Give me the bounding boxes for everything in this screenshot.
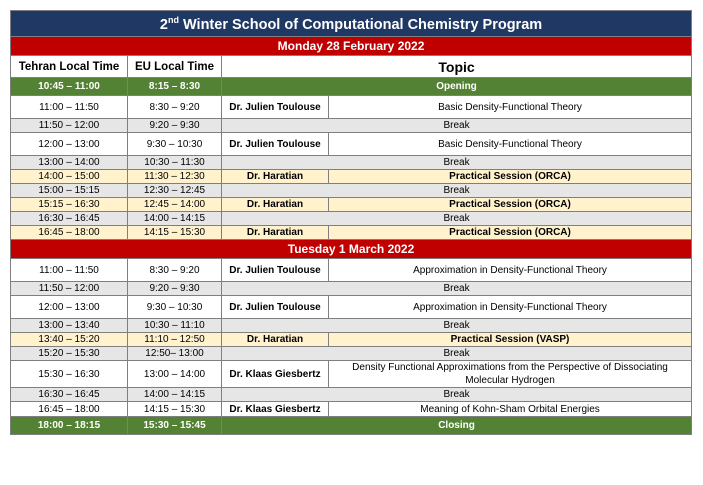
practical-row — [11, 333, 692, 347]
tehran-time: 18:00 – 18:15 — [11, 417, 128, 435]
column-header-tehran: Tehran Local Time — [11, 56, 128, 78]
speaker-name: Dr. Haratian — [222, 226, 329, 240]
eu-time: 9:20 – 9:30 — [128, 282, 222, 296]
break-row — [11, 156, 692, 170]
session-title: Practical Session (ORCA) — [329, 170, 692, 184]
ceremony-row — [11, 78, 692, 96]
session-title: Break — [222, 388, 692, 402]
speaker-name: Dr. Haratian — [222, 333, 329, 347]
speaker-name: Dr. Julien Toulouse — [222, 96, 329, 119]
eu-time: 9:30 – 10:30 — [128, 296, 222, 319]
session-title: Closing — [222, 417, 692, 435]
lecture-row — [11, 402, 692, 417]
eu-time: 14:00 – 14:15 — [128, 212, 222, 226]
eu-time: 15:30 – 15:45 — [128, 417, 222, 435]
lecture-row — [11, 259, 692, 282]
eu-time: 9:30 – 10:30 — [128, 133, 222, 156]
eu-time: 10:30 – 11:10 — [128, 319, 222, 333]
eu-time: 10:30 – 11:30 — [128, 156, 222, 170]
lecture-row — [11, 133, 692, 156]
session-title: Density Functional Approximations from the Perspective of Dissociating Molecular Hydrogen — [329, 361, 692, 388]
tehran-time: 16:45 – 18:00 — [11, 226, 128, 240]
session-title: Break — [222, 119, 692, 133]
tehran-time: 12:00 – 13:00 — [11, 296, 128, 319]
tehran-time: 12:00 – 13:00 — [11, 133, 128, 156]
speaker-name: Dr. Klaas Giesbertz — [222, 402, 329, 417]
session-title: Break — [222, 156, 692, 170]
session-title: Break — [222, 319, 692, 333]
break-row — [11, 184, 692, 198]
break-row — [11, 347, 692, 361]
title-ordinal-suffix: nd — [167, 14, 179, 25]
session-title: Practical Session (ORCA) — [329, 226, 692, 240]
title-prefix: 2 — [159, 16, 168, 33]
tehran-time: 16:30 – 16:45 — [11, 212, 128, 226]
eu-time: 9:20 – 9:30 — [128, 119, 222, 133]
speaker-name: Dr. Julien Toulouse — [222, 296, 329, 319]
day-header-row — [11, 240, 692, 259]
break-row — [11, 319, 692, 333]
lecture-row — [11, 361, 692, 388]
session-title: Break — [222, 282, 692, 296]
lecture-row — [11, 96, 692, 119]
practical-row — [11, 170, 692, 184]
session-title: Basic Density-Functional Theory — [329, 133, 692, 156]
session-title: Break — [222, 212, 692, 226]
lecture-row — [11, 296, 692, 319]
tehran-time: 15:30 – 16:30 — [11, 361, 128, 388]
session-title: Approximation in Density-Functional Theory — [329, 296, 692, 319]
program-title — [11, 11, 692, 37]
program-table — [10, 10, 692, 435]
session-title: Break — [222, 184, 692, 198]
tehran-time: 11:00 – 11:50 — [11, 96, 128, 119]
tehran-time: 15:00 – 15:15 — [11, 184, 128, 198]
session-title: Break — [222, 347, 692, 361]
eu-time: 13:00 – 14:00 — [128, 361, 222, 388]
tehran-time: 15:15 – 16:30 — [11, 198, 128, 212]
eu-time: 12:45 – 14:00 — [128, 198, 222, 212]
program-title-row — [11, 11, 692, 37]
tehran-time: 11:00 – 11:50 — [11, 259, 128, 282]
schedule-document — [10, 10, 691, 435]
eu-time: 14:00 – 14:15 — [128, 388, 222, 402]
tehran-time: 11:50 – 12:00 — [11, 119, 128, 133]
eu-time: 8:30 – 9:20 — [128, 96, 222, 119]
eu-time: 11:30 – 12:30 — [128, 170, 222, 184]
session-title: Practical Session (VASP) — [329, 333, 692, 347]
break-row — [11, 282, 692, 296]
session-title: Approximation in Density-Functional Theory — [329, 259, 692, 282]
speaker-name: Dr. Haratian — [222, 170, 329, 184]
eu-time: 14:15 – 15:30 — [128, 226, 222, 240]
tehran-time: 13:40 – 15:20 — [11, 333, 128, 347]
eu-time: 8:15 – 8:30 — [128, 78, 222, 96]
break-row — [11, 388, 692, 402]
day-label: Monday 28 February 2022 — [11, 37, 692, 56]
column-header-eu: EU Local Time — [128, 56, 222, 78]
speaker-name: Dr. Julien Toulouse — [222, 133, 329, 156]
column-header-row — [11, 56, 692, 78]
tehran-time: 16:45 – 18:00 — [11, 402, 128, 417]
title-rest: Winter School of Computational Chemistry Program — [178, 16, 543, 33]
session-title: Basic Density-Functional Theory — [329, 96, 692, 119]
day-header-row — [11, 37, 692, 56]
tehran-time: 13:00 – 14:00 — [11, 156, 128, 170]
speaker-name: Dr. Haratian — [222, 198, 329, 212]
session-title: Practical Session (ORCA) — [329, 198, 692, 212]
eu-time: 8:30 – 9:20 — [128, 259, 222, 282]
session-title: Meaning of Kohn-Sham Orbital Energies — [329, 402, 692, 417]
eu-time: 11:10 – 12:50 — [128, 333, 222, 347]
tehran-time: 11:50 – 12:00 — [11, 282, 128, 296]
practical-row — [11, 198, 692, 212]
speaker-name: Dr. Klaas Giesbertz — [222, 361, 329, 388]
break-row — [11, 212, 692, 226]
eu-time: 14:15 – 15:30 — [128, 402, 222, 417]
session-title: Opening — [222, 78, 692, 96]
ceremony-row — [11, 417, 692, 435]
day-label: Tuesday 1 March 2022 — [11, 240, 692, 259]
eu-time: 12:50– 13:00 — [128, 347, 222, 361]
break-row — [11, 119, 692, 133]
tehran-time: 16:30 – 16:45 — [11, 388, 128, 402]
speaker-name: Dr. Julien Toulouse — [222, 259, 329, 282]
tehran-time: 14:00 – 15:00 — [11, 170, 128, 184]
column-header-topic: Topic — [222, 56, 692, 78]
practical-row — [11, 226, 692, 240]
tehran-time: 13:00 – 13:40 — [11, 319, 128, 333]
eu-time: 12:30 – 12:45 — [128, 184, 222, 198]
tehran-time: 10:45 – 11:00 — [11, 78, 128, 96]
tehran-time: 15:20 – 15:30 — [11, 347, 128, 361]
